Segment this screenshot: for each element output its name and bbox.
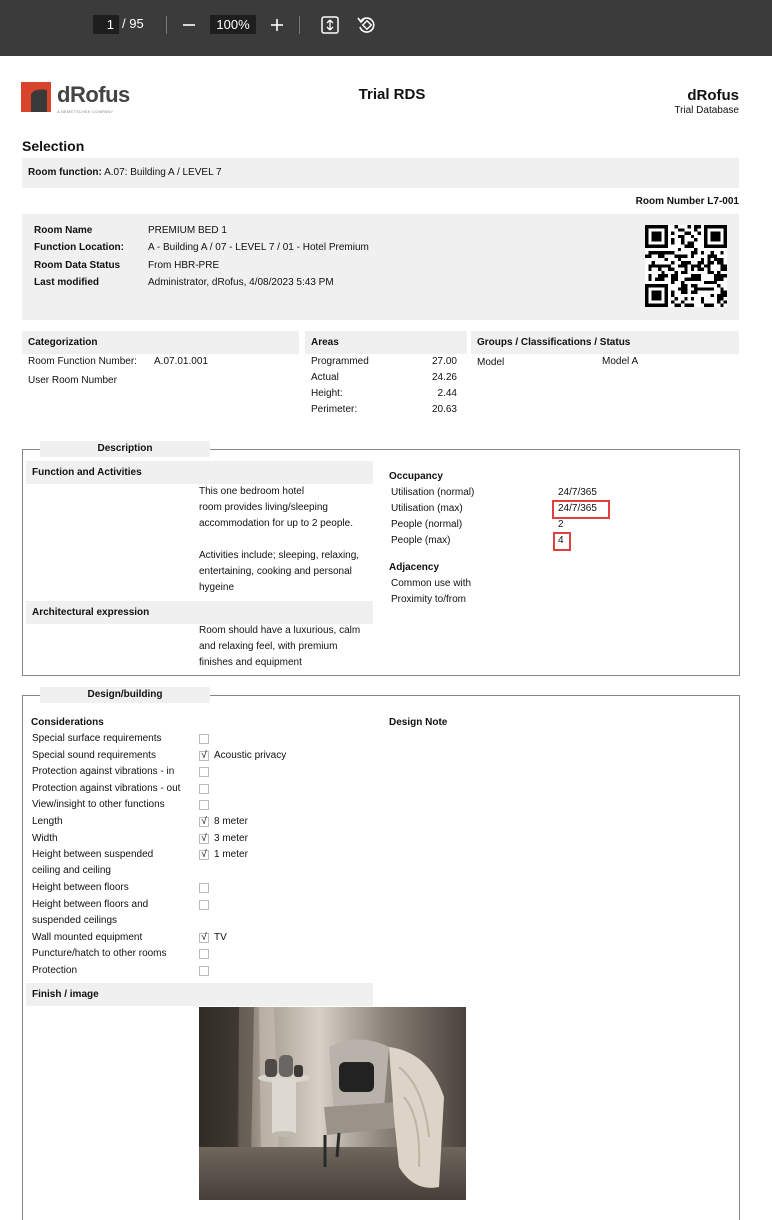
people-max-value: 4 xyxy=(558,535,564,546)
utilisation-max-label: Utilisation (max) xyxy=(391,503,463,514)
consideration-label: Length xyxy=(32,816,63,827)
consideration-label: Protection xyxy=(32,965,78,976)
people-normal-label: People (normal) xyxy=(391,519,463,530)
consideration-checkbox-checked[interactable]: √ xyxy=(199,751,209,761)
area-perimeter-value: 20.63 xyxy=(431,404,457,415)
consideration-value: 1 meter xyxy=(214,849,248,861)
consideration-checkbox-checked[interactable]: √ xyxy=(199,834,209,844)
consideration-label: Height between suspended xyxy=(32,849,154,861)
area-programmed-value: 27.00 xyxy=(431,356,457,367)
function-activities-line: entertaining, cooking and personal xyxy=(199,566,352,577)
function-activities-line: This one bedroom hotel xyxy=(199,486,305,497)
qr-code-icon xyxy=(645,225,727,307)
zoom-level-input[interactable]: 100% xyxy=(210,15,256,34)
adjacency-title: Adjacency xyxy=(389,562,440,573)
consideration-value: TV xyxy=(214,931,227,943)
consideration-label-continued: ceiling and ceiling xyxy=(32,865,111,877)
architectural-expression-title: Architectural expression xyxy=(26,601,373,624)
room-data-status-value: From HBR-PRE xyxy=(148,260,220,271)
room-function-value: A.07: Building A / LEVEL 7 xyxy=(104,167,222,178)
occupancy-title: Occupancy xyxy=(389,471,443,482)
consideration-label: Special sound requirements xyxy=(32,749,156,761)
document-title: Trial RDS xyxy=(358,86,426,103)
consideration-label: View/insight to other functions xyxy=(32,799,165,811)
considerations-title: Considerations xyxy=(31,717,104,728)
utilisation-max-highlight xyxy=(552,500,610,519)
page-number-input[interactable]: 1 xyxy=(93,15,119,34)
selection-title: Selection xyxy=(22,138,85,154)
function-location-label: Function Location: xyxy=(34,242,124,253)
toolbar-divider xyxy=(166,16,167,34)
zoom-in-icon[interactable] xyxy=(266,14,288,36)
area-height-value: 2.44 xyxy=(437,388,457,399)
design-note-title: Design Note xyxy=(389,717,448,728)
room-function-number-value: A.07.01.001 xyxy=(154,356,208,367)
room-finish-photo xyxy=(199,1007,466,1200)
utilisation-normal-value: 24/7/365 xyxy=(558,487,597,498)
area-actual-value: 24.26 xyxy=(431,372,457,383)
utilisation-max-value: 24/7/365 xyxy=(558,503,597,514)
pdf-page xyxy=(0,56,772,1220)
groups-title: Groups / Classifications / Status xyxy=(471,331,739,354)
room-name-value: PREMIUM BED 1 xyxy=(148,225,227,236)
function-activities-line: accommodation for up to 2 people. xyxy=(199,518,353,529)
room-function xyxy=(28,167,222,178)
consideration-checkbox[interactable] xyxy=(199,883,209,893)
zoom-out-icon[interactable] xyxy=(178,14,200,36)
consideration-value: Acoustic privacy xyxy=(214,749,287,761)
consideration-label-continued: suspended ceilings xyxy=(32,914,118,926)
page-total: / 95 xyxy=(122,16,144,31)
consideration-checkbox[interactable] xyxy=(199,949,209,959)
function-activities-title: Function and Activities xyxy=(26,461,373,484)
consideration-label: Puncture/hatch to other rooms xyxy=(32,948,167,960)
area-perimeter-label: Perimeter: xyxy=(311,404,358,415)
function-location-value: A - Building A / 07 - LEVEL 7 / 01 - Hotel Premium xyxy=(148,242,369,253)
pdf-toolbar xyxy=(0,0,772,56)
design-building-frame-label: Design/building xyxy=(40,687,210,703)
database-name: Trial Database xyxy=(674,105,739,116)
room-number: Room Number L7-001 xyxy=(635,196,739,207)
architectural-expression-line: Room should have a luxurious, calm xyxy=(199,625,361,636)
consideration-label: Wall mounted equipment xyxy=(32,931,143,943)
toolbar-divider xyxy=(299,16,300,34)
consideration-label: Protection against vibrations - out xyxy=(32,782,181,794)
architectural-expression-line: finishes and equipment xyxy=(199,657,302,668)
consideration-label: Width xyxy=(32,832,58,844)
adjacency-common-use: Common use with xyxy=(391,578,472,589)
consideration-checkbox[interactable] xyxy=(199,767,209,777)
consideration-checkbox[interactable] xyxy=(199,900,209,910)
consideration-checkbox-checked[interactable]: √ xyxy=(199,817,209,827)
consideration-label: Special surface requirements xyxy=(32,733,162,744)
user-room-number-label: User Room Number xyxy=(28,375,117,386)
consideration-checkbox[interactable] xyxy=(199,800,209,810)
room-name-label: Room Name xyxy=(34,225,93,236)
fit-page-icon[interactable] xyxy=(319,14,341,36)
drofus-logo xyxy=(21,82,141,116)
consideration-value: 8 meter xyxy=(214,816,248,827)
brand-name: dRofus xyxy=(687,87,739,104)
consideration-label: Protection against vibrations - in xyxy=(32,766,175,778)
last-modified-label: Last modified xyxy=(34,277,100,288)
drofus-logo-icon xyxy=(21,82,55,114)
area-programmed-label: Programmed xyxy=(311,356,369,367)
consideration-checkbox[interactable] xyxy=(199,734,209,744)
architectural-expression-line: and relaxing feel, with premium xyxy=(199,641,338,652)
function-activities-line: room provides living/sleeping xyxy=(199,502,328,513)
room-function-number-label: Room Function Number: xyxy=(28,356,137,367)
people-max-highlight xyxy=(553,532,571,551)
area-height-label: Height: xyxy=(311,388,343,399)
consideration-label: Height between floors xyxy=(32,882,129,894)
finish-image-title: Finish / image xyxy=(26,983,373,1006)
consideration-value: 3 meter xyxy=(214,832,248,844)
room-data-status-label: Room Data Status xyxy=(34,260,121,271)
consideration-label: Height between floors and xyxy=(32,898,149,910)
people-normal-value: 2 xyxy=(558,519,564,530)
last-modified-value: Administrator, dRofus, 4/08/2023 5:43 PM xyxy=(148,277,334,288)
room-info-panel xyxy=(22,214,739,320)
logo-text: dRofus xyxy=(57,82,130,107)
function-activities-line: Activities include; sleeping, relaxing, xyxy=(199,550,360,561)
adjacency-proximity: Proximity to/from xyxy=(391,594,467,605)
people-max-label: People (max) xyxy=(391,535,451,546)
areas-title: Areas xyxy=(305,331,467,354)
model-value: Model A xyxy=(602,356,639,367)
description-frame-label: Description xyxy=(40,441,210,457)
consideration-checkbox-checked[interactable]: √ xyxy=(199,933,209,943)
area-actual-label: Actual xyxy=(311,372,339,383)
function-activities-line: hygeine xyxy=(199,582,235,593)
room-function-label: Room function: xyxy=(28,167,102,178)
consideration-checkbox[interactable] xyxy=(199,966,209,976)
consideration-checkbox[interactable] xyxy=(199,784,209,794)
model-label: Model xyxy=(477,357,505,368)
utilisation-normal-label: Utilisation (normal) xyxy=(391,487,475,498)
categorization-title: Categorization xyxy=(22,331,299,354)
consideration-checkbox-checked[interactable]: √ xyxy=(199,850,209,860)
rotate-icon[interactable] xyxy=(355,14,377,36)
logo-subtext: A NEMETSCHEK COMPANY xyxy=(57,109,114,114)
